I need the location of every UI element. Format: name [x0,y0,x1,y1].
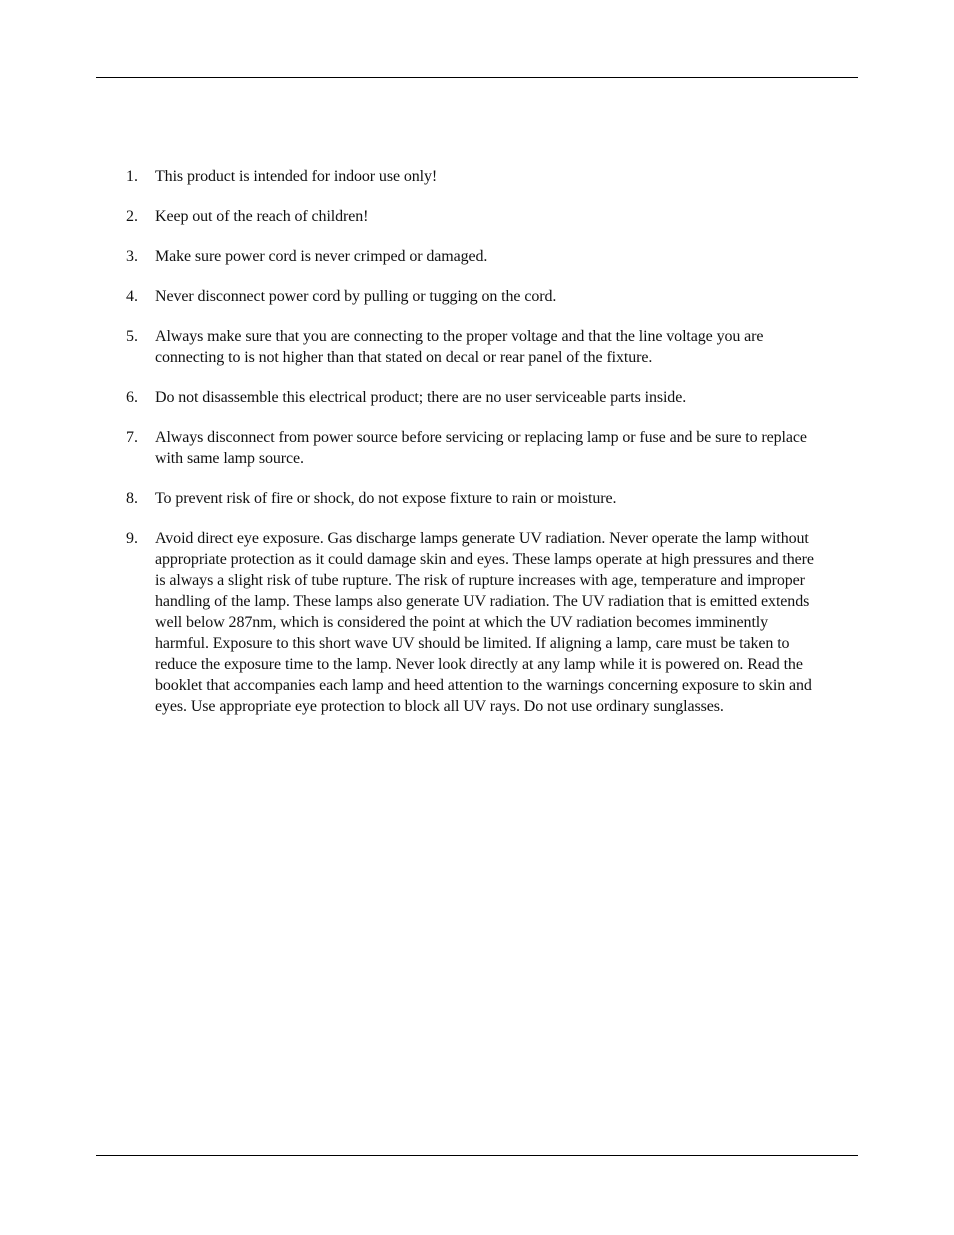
list-item-text: Never disconnect power cord by pulling or tugging on the cord. [155,288,557,305]
list-item [0,166,954,187]
list-item-number: 9. [126,530,138,547]
list-item [0,326,954,368]
list-item-text: Make sure power cord is never crimped or damaged. [155,248,488,265]
list-item-text: To prevent risk of fire or shock, do not expose fixture to rain or moisture. [155,490,617,507]
list-item-number: 5. [126,328,138,345]
list-item-number: 2. [126,208,138,225]
header-divider [96,77,858,78]
list-item [0,488,954,509]
safety-instructions-list [0,166,954,736]
list-item-text: Keep out of the reach of children! [155,208,369,225]
list-item [0,528,954,717]
list-item-text: Do not disassemble this electrical product; there are no user serviceable parts inside. [155,389,687,406]
list-item [0,427,954,469]
list-item-text: Avoid direct eye exposure. Gas discharge lamps generate UV radiation. Never operate the lamp without appropriate protection as it could damage skin and eyes. These lamps operate at high pressures and there is always a slight risk of tube rupture. The risk of rupture increases with age, temperature and improper handling of the lamp. These lamps also generate UV radiation. The UV radiation that is emitted extends well below 287nm, which is considered the point at which the UV radiation becomes imminently harmful. Exposure to this short wave UV should be limited. If aligning a lamp, care must be taken to reduce the exposure time to the lamp. Never look directly at any lamp while it is powered on. Read the booklet that accompanies each lamp and heed attention to the warnings concerning exposure to skin and eyes. Use appropriate eye protection to block all UV rays. Do not use ordinary sunglasses. [155,530,814,715]
list-item [0,286,954,307]
list-item [0,246,954,267]
footer-divider [96,1155,858,1156]
list-item-text: This product is intended for indoor use only! [155,168,438,185]
list-item-number: 4. [126,288,138,305]
list-item-number: 3. [126,248,138,265]
list-item-number: 7. [126,429,138,446]
list-item-text: Always disconnect from power source before servicing or replacing lamp or fuse and be sure to replace with same lamp source. [155,429,807,467]
list-item [0,387,954,408]
list-item-number: 1. [126,168,138,185]
list-item-number: 6. [126,389,138,406]
list-item [0,206,954,227]
list-item-number: 8. [126,490,138,507]
list-item-text: Always make sure that you are connecting to the proper voltage and that the line voltage you are connecting to is not higher than that stated on decal or rear panel of the fixture. [155,328,764,366]
